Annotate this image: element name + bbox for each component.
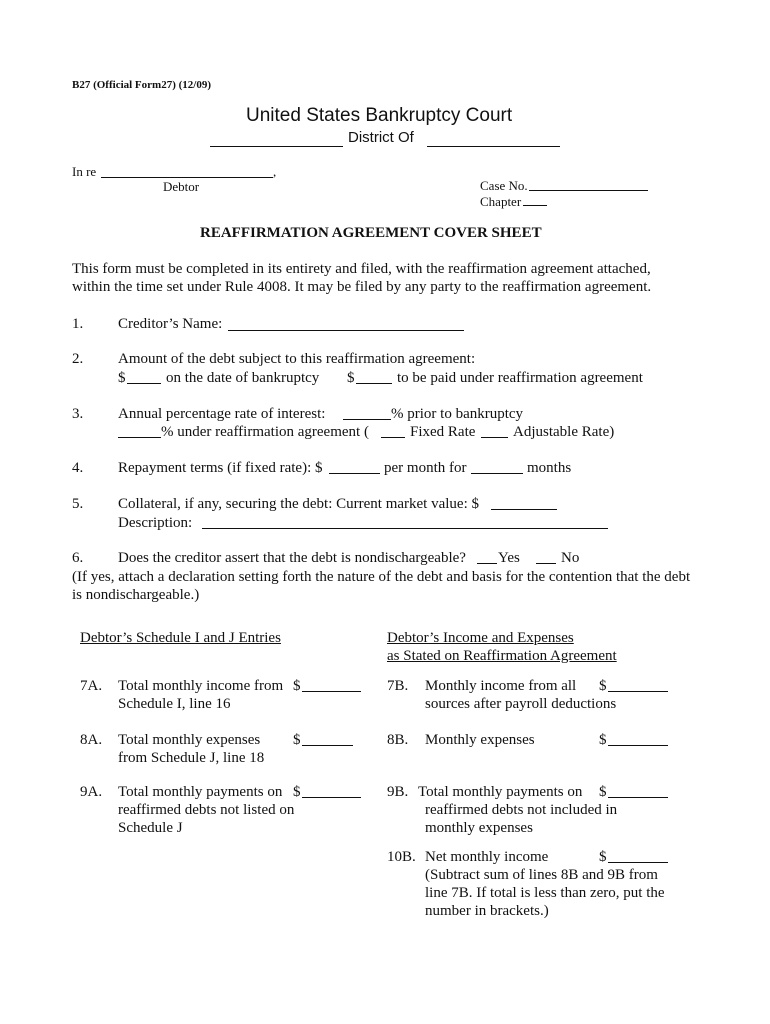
debtor-label: Debtor [163, 179, 200, 194]
nondischargeable-note-1: (If yes, attach a declaration setting forth the nature of the debt and basis for the contention that the debt [72, 569, 691, 585]
entry-9b-field[interactable] [608, 797, 668, 798]
collateral-label: Collateral, if any, securing the debt: Current market value: $ [118, 496, 479, 512]
entry-9a-line-1: Total monthly payments on [118, 784, 283, 800]
entry-9a-number: 9A. [80, 784, 103, 800]
district-number-field[interactable] [427, 146, 560, 147]
in-re-comma: , [273, 164, 277, 179]
apr-reaffirm-label: % under reaffirmation agreement ( [161, 424, 369, 440]
creditor-name-field[interactable] [228, 330, 464, 331]
entry-8a-dollar: $ [293, 732, 301, 748]
entry-8a-line-2: from Schedule J, line 18 [118, 750, 265, 766]
entry-10b-line-4: number in brackets.) [425, 903, 549, 919]
intro-line-1: This form must be completed in its entirety and filed, with the reaffirmation agreement attached, [72, 261, 651, 277]
item-4-number: 4. [72, 460, 84, 476]
district-name-field[interactable] [210, 146, 343, 147]
entry-9b-number: 9B. [387, 784, 409, 800]
chapter-field[interactable] [523, 205, 547, 206]
fixed-rate-label: Fixed Rate [410, 424, 476, 440]
creditor-name-label: Creditor’s Name: [118, 316, 223, 332]
entry-10b-line-3: line 7B. If total is less than zero, put the [425, 885, 665, 901]
collateral-value-field[interactable] [491, 509, 557, 510]
entry-7a-number: 7A. [80, 678, 103, 694]
debt-bankruptcy-label: on the date of bankruptcy [166, 370, 320, 386]
entry-8b-field[interactable] [608, 745, 668, 746]
entry-9b-dollar: $ [599, 784, 607, 800]
entry-10b-field[interactable] [608, 862, 668, 863]
apr-prior-label: % prior to bankruptcy [391, 406, 524, 422]
chapter-label: Chapter [480, 194, 522, 209]
repayment-months-field[interactable] [471, 473, 523, 474]
entry-7b-field[interactable] [608, 691, 668, 692]
debt-reaffirm-label: to be paid under reaffirmation agreement [397, 370, 643, 386]
item-6-number: 6. [72, 550, 84, 566]
entry-10b-number: 10B. [387, 849, 416, 865]
months-label: months [527, 460, 572, 476]
description-label: Description: [118, 515, 193, 531]
entry-9a-field[interactable] [302, 797, 361, 798]
yes-label: Yes [498, 550, 520, 566]
adjustable-rate-label: Adjustable Rate) [513, 424, 615, 440]
entry-7a-dollar: $ [293, 678, 301, 694]
apr-prior-field[interactable] [343, 419, 391, 420]
entry-8a-field[interactable] [302, 745, 353, 746]
debt-bankruptcy-field[interactable] [127, 383, 161, 384]
entry-8a-number: 8A. [80, 732, 103, 748]
item-5-number: 5. [72, 496, 84, 512]
form-id: B27 (Official Form27) (12/09) [72, 79, 211, 91]
apr-label: Annual percentage rate of interest: [118, 406, 326, 422]
item-3-number: 3. [72, 406, 84, 422]
entry-10b-line-2: (Subtract sum of lines 8B and 9B from [425, 867, 658, 883]
district-label: District Of [348, 129, 414, 146]
intro-line-2: within the time set under Rule 4008. It may be filed by any party to the reaffirmation agreement. [72, 279, 652, 295]
item-2-number: 2. [72, 351, 84, 367]
apr-reaffirm-field[interactable] [118, 437, 161, 438]
debt-reaffirm-dollar: $ [347, 370, 355, 386]
debt-bankruptcy-dollar: $ [118, 370, 126, 386]
nondischargeable-note-2: is nondischargeable.) [72, 587, 200, 603]
description-field[interactable] [202, 528, 608, 529]
case-no-field[interactable] [529, 190, 648, 191]
entry-7b-dollar: $ [599, 678, 607, 694]
entry-7b-number: 7B. [387, 678, 409, 694]
entry-7a-field[interactable] [302, 691, 361, 692]
debt-reaffirm-field[interactable] [356, 383, 392, 384]
left-column-header: Debtor’s Schedule I and J Entries [80, 630, 281, 646]
per-month-label: per month for [384, 460, 467, 476]
item-1-number: 1. [72, 316, 84, 332]
adjustable-rate-field[interactable] [481, 437, 508, 438]
right-column-header-2: as Stated on Reaffirmation Agreement [387, 648, 617, 664]
entry-8b-number: 8B. [387, 732, 409, 748]
item-2-label: Amount of the debt subject to this reaffirmation agreement: [118, 351, 476, 367]
entry-7a-line-1: Total monthly income from [118, 678, 284, 694]
in-re-label: In re [72, 164, 97, 179]
no-field[interactable] [536, 563, 556, 564]
repayment-label: Repayment terms (if fixed rate): $ [118, 460, 323, 476]
entry-7b-line-1: Monthly income from all [425, 678, 577, 694]
entry-9b-line-3: monthly expenses [425, 820, 533, 836]
nondischargeable-question: Does the creditor assert that the debt is nondischargeable? [118, 550, 466, 566]
right-column-header-1: Debtor’s Income and Expenses [387, 630, 574, 646]
entry-9b-line-2: reaffirmed debts not included in [425, 802, 618, 818]
entry-7a-line-2: Schedule I, line 16 [118, 696, 231, 712]
entry-9a-dollar: $ [293, 784, 301, 800]
entry-10b-line-1: Net monthly income [425, 849, 549, 865]
entry-9a-line-2: reaffirmed debts not listed on [118, 802, 295, 818]
case-no-label: Case No. [480, 178, 528, 193]
yes-field[interactable] [477, 563, 497, 564]
entry-8b-dollar: $ [599, 732, 607, 748]
entry-8a-line-1: Total monthly expenses [118, 732, 261, 748]
entry-9b-line-1: Total monthly payments on [418, 784, 583, 800]
sheet-title: REAFFIRMATION AGREEMENT COVER SHEET [200, 225, 542, 241]
repayment-amount-field[interactable] [329, 473, 380, 474]
court-title: United States Bankruptcy Court [246, 105, 513, 126]
entry-8b-line-1: Monthly expenses [425, 732, 535, 748]
no-label: No [561, 550, 580, 566]
entry-7b-line-2: sources after payroll deductions [425, 696, 617, 712]
fixed-rate-field[interactable] [381, 437, 405, 438]
entry-9a-line-3: Schedule J [118, 820, 183, 836]
entry-10b-dollar: $ [599, 849, 607, 865]
